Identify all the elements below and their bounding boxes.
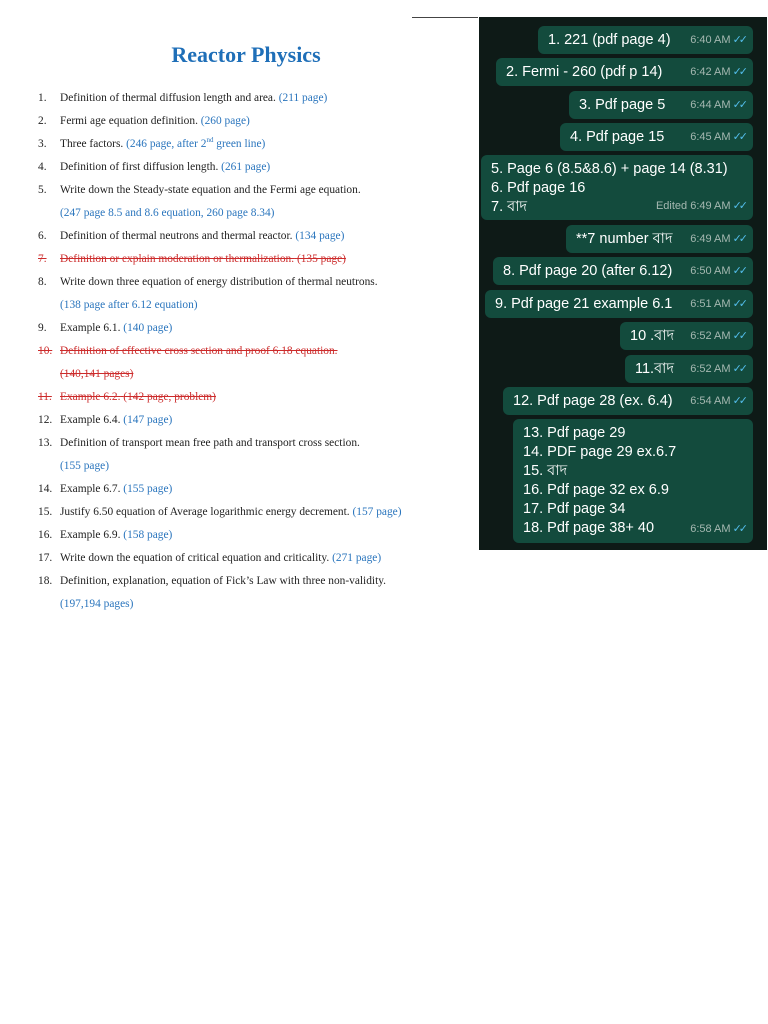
page-reference: (211 page): [278, 92, 328, 104]
question-text: Example 6.4.: [60, 414, 121, 426]
question-text: Write down three equation of energy distribution of thermal neutrons.: [60, 276, 378, 288]
page-reference: (134 page): [295, 230, 345, 242]
chat-message[interactable]: [493, 257, 753, 285]
page-reference: (246 page, after 2nd green line): [126, 136, 266, 150]
message-time: 6:52 AM: [690, 330, 731, 342]
read-receipt-icon: ✓✓: [732, 395, 745, 407]
read-receipt-icon: ✓✓: [732, 200, 745, 212]
question-list: [38, 87, 478, 616]
question-number: 15.: [38, 506, 53, 518]
question-number: 12.: [38, 414, 53, 426]
question-text: Definition of transport mean free path and transport cross section.: [60, 437, 360, 449]
chat-message[interactable]: [485, 290, 753, 318]
read-receipt-icon: ✓✓: [732, 330, 745, 342]
message-text: 9. Pdf page 21 example 6.1: [495, 296, 673, 312]
question-item-8: [38, 271, 478, 317]
question-number: 10.: [38, 345, 53, 357]
read-receipt-icon: ✓✓: [732, 298, 745, 310]
page-reference: (157 page): [352, 506, 402, 518]
question-item-14: [38, 478, 478, 501]
question-item-9: [38, 317, 478, 340]
chat-message[interactable]: [481, 155, 753, 220]
question-number: 2.: [38, 115, 47, 127]
read-receipt-icon: ✓✓: [732, 363, 745, 375]
question-text: Definition or explain moderation or thermalization.: [60, 253, 295, 265]
page-reference: (155 page): [60, 460, 110, 472]
question-number: 6.: [38, 230, 47, 242]
chat-panel: [479, 17, 767, 550]
question-item-10: [38, 340, 478, 386]
question-text: Example 6.1.: [60, 322, 121, 334]
question-item-18: [38, 570, 478, 616]
question-item-11: [38, 386, 478, 409]
read-receipt-icon: ✓✓: [732, 131, 745, 143]
chat-message[interactable]: [625, 355, 753, 383]
question-item-12: [38, 409, 478, 432]
question-item-7: [38, 248, 478, 271]
question-text: Three factors.: [60, 138, 124, 150]
question-item-13: [38, 432, 478, 478]
chat-message[interactable]: [496, 58, 753, 86]
message-time: 6:52 AM: [690, 363, 731, 375]
question-item-5: [38, 179, 478, 225]
message-text: 2. Fermi - 260 (pdf p 14): [506, 64, 663, 80]
question-number: 1.: [38, 92, 47, 104]
question-number: 11.: [38, 391, 52, 403]
read-receipt-icon: ✓✓: [732, 265, 745, 277]
question-item-6: [38, 225, 478, 248]
question-text: Example 6.2.: [60, 391, 121, 403]
question-text: Justify 6.50 equation of Average logarithmic energy decrement.: [60, 506, 350, 518]
question-number: 17.: [38, 552, 53, 564]
chat-message[interactable]: [620, 322, 753, 350]
page-reference: (271 page): [332, 552, 382, 564]
message-time: 6:44 AM: [690, 99, 731, 111]
question-item-16: [38, 524, 478, 547]
question-text: Example 6.9.: [60, 529, 121, 541]
message-text: 4. Pdf page 15: [570, 129, 665, 145]
question-number: 8.: [38, 276, 47, 288]
question-text: Definition, explanation, equation of Fick’s Law with three non-validity.: [60, 575, 387, 587]
read-receipt-icon: ✓✓: [732, 34, 745, 46]
page-reference: (147 page): [123, 414, 173, 426]
question-number: 18.: [38, 575, 53, 587]
message-text: 12. Pdf page 28 (ex. 6.4): [513, 393, 673, 409]
page-reference: (247 page 8.5 and 8.6 equation, 260 page 8.34): [60, 207, 275, 219]
question-number: 4.: [38, 161, 47, 173]
message-text: 3. Pdf page 5: [579, 97, 666, 113]
page-reference: (142 page, problem): [123, 391, 216, 403]
message-text: 13. Pdf page 29 14. PDF page 29 ex.6.7 15. বাদ 16. Pdf page 32 ex 6.9 17. Pdf page 34 18. Pdf page 38+ 40: [523, 425, 677, 536]
page-reference: (140 page): [123, 322, 173, 334]
question-number: 14.: [38, 483, 53, 495]
question-number: 5.: [38, 184, 47, 196]
chat-message[interactable]: [503, 387, 753, 415]
question-item-15: [38, 501, 478, 524]
page-reference: (138 page after 6.12 equation): [60, 299, 198, 311]
chat-message[interactable]: [513, 419, 753, 543]
chat-message[interactable]: [569, 91, 753, 119]
question-number: 13.: [38, 437, 53, 449]
page-reference: (158 page): [123, 529, 173, 541]
chat-message[interactable]: [538, 26, 753, 54]
message-time: 6:54 AM: [690, 395, 731, 407]
message-text: 10 .বাদ: [630, 328, 675, 344]
message-text: 8. Pdf page 20 (after 6.12): [503, 263, 673, 279]
document-title: Reactor Physics: [171, 42, 321, 67]
question-text: Definition of effective cross section and proof 6.18 equation.: [60, 345, 338, 357]
message-time: 6:45 AM: [690, 131, 731, 143]
page-reference: (197,194 pages): [60, 598, 134, 610]
question-item-4: [38, 156, 478, 179]
question-number: 9.: [38, 322, 47, 334]
question-number: 7.: [38, 253, 47, 265]
question-text: Definition of thermal diffusion length and area.: [60, 92, 276, 104]
chat-message[interactable]: [566, 225, 753, 253]
page-reference: (135 page): [296, 253, 346, 265]
read-receipt-icon: ✓✓: [732, 99, 745, 111]
message-text: 1. 221 (pdf page 4): [548, 32, 671, 48]
question-text: Definition of thermal neutrons and thermal reactor.: [60, 230, 293, 242]
question-text: Definition of first diffusion length.: [60, 161, 219, 173]
page-reference: (261 page): [221, 161, 271, 173]
message-text: 11.বাদ: [635, 361, 674, 377]
message-time: 6:49 AM: [690, 233, 731, 245]
page-reference: (140,141 pages): [60, 368, 134, 380]
question-text: Write down the Steady-state equation and the Fermi age equation.: [60, 184, 361, 196]
question-item-3: [38, 133, 478, 156]
question-item-1: [38, 87, 478, 110]
message-time: Edited 6:49 AM: [655, 200, 731, 212]
message-time: 6:50 AM: [690, 265, 731, 277]
read-receipt-icon: ✓✓: [732, 66, 745, 78]
question-number: 3.: [38, 138, 47, 150]
message-time: 6:51 AM: [690, 298, 731, 310]
question-text: Write down the equation of critical equation and criticality.: [60, 552, 330, 564]
message-text: 5. Page 6 (8.5&8.6) + page 14 (8.31) 6. Pdf page 16 7. বাদ: [491, 161, 728, 215]
question-number: 16.: [38, 529, 53, 541]
question-item-17: [38, 547, 478, 570]
message-time: 6:58 AM: [690, 523, 731, 535]
read-receipt-icon: ✓✓: [732, 233, 745, 245]
question-text: Fermi age equation definition.: [60, 115, 198, 127]
read-receipt-icon: ✓✓: [732, 523, 745, 535]
top-rule: [412, 17, 478, 18]
page-reference: (155 page): [123, 483, 173, 495]
message-time: 6:40 AM: [690, 34, 731, 46]
message-text: **7 number বাদ: [576, 231, 673, 247]
question-item-2: [38, 110, 478, 133]
message-time: 6:42 AM: [690, 66, 731, 78]
page-reference: (260 page): [200, 115, 250, 127]
chat-message[interactable]: [560, 123, 753, 151]
question-text: Example 6.7.: [60, 483, 121, 495]
